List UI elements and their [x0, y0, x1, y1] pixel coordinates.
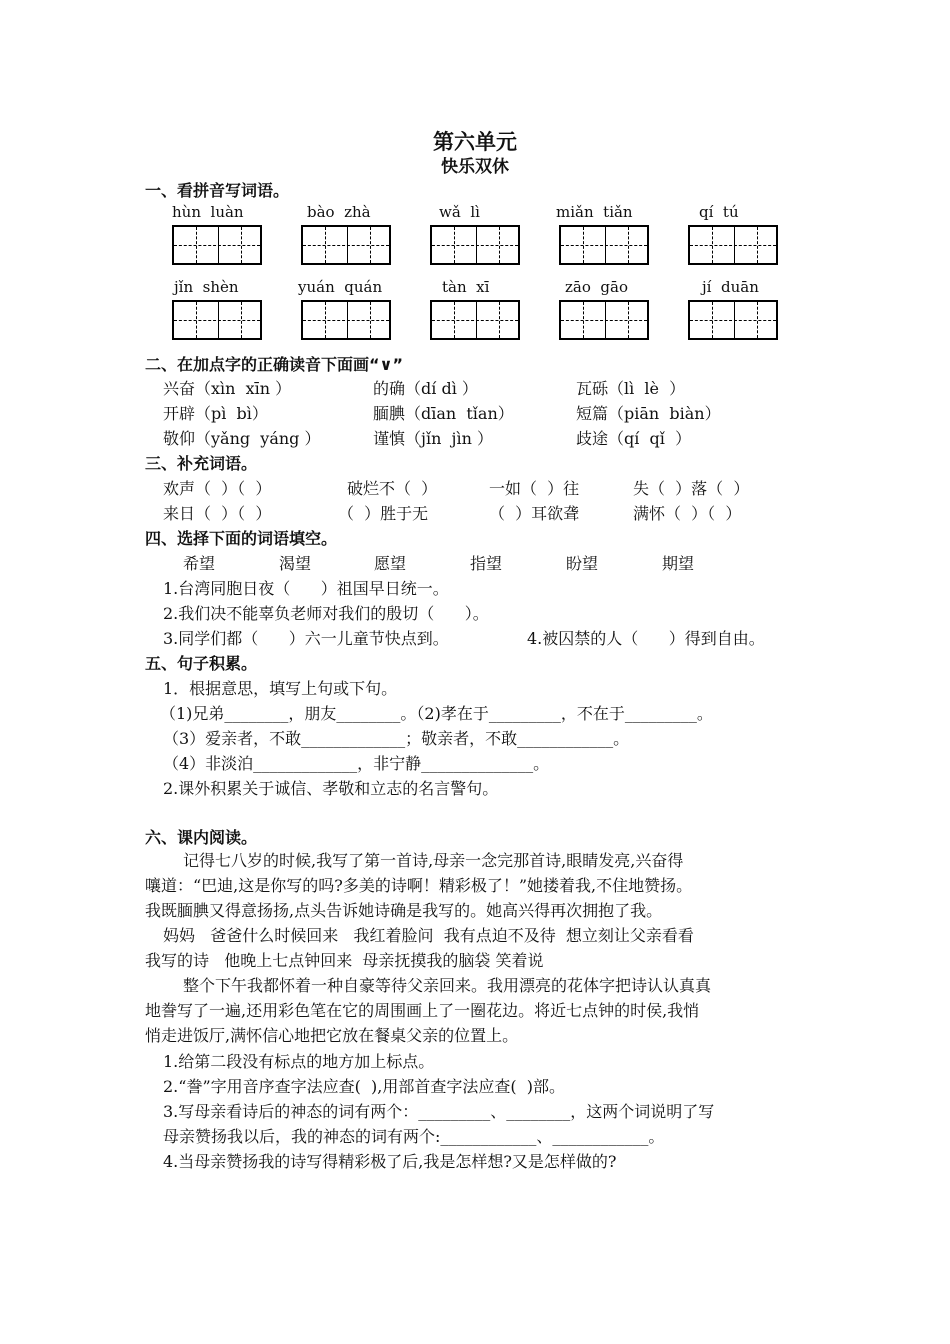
passage-line: 整个下午我都怀着一种自豪等待父亲回来。我用漂亮的花体字把诗认认真真	[183, 976, 712, 995]
pinyin-label: bào zhà	[307, 203, 371, 221]
fill-line: （1)兄弟________，朋友________。（2)孝在于_________，不在于_________。	[160, 704, 713, 723]
pinyin-label: hùn luàn	[172, 203, 244, 221]
question: 1.给第二段没有标点的地方加上标点。	[163, 1052, 435, 1071]
section-5-heading: 五、句子积累。	[145, 654, 258, 673]
writing-grid[interactable]	[301, 225, 391, 265]
pinyin-label: jǐn shèn	[174, 278, 239, 296]
page-subtitle: 快乐双休	[441, 157, 509, 177]
idiom-item: 一如（ ）往	[489, 479, 580, 498]
reading-item: 歧途（qí qǐ ）	[576, 429, 692, 448]
idiom-item: （ ）胜于无	[338, 504, 429, 523]
reading-item: 瓦砾（lì lè ）	[576, 379, 686, 398]
pinyin-label: miǎn tiǎn	[556, 203, 633, 221]
passage-line: 妈妈 爸爸什么时候回来 我红着脸问 我有点迫不及待 想立刻让父亲看看	[163, 926, 694, 945]
writing-grid[interactable]	[172, 225, 262, 265]
reading-item: 谨慎（jǐn jìn ）	[373, 429, 494, 448]
word-option: 希望	[183, 554, 216, 573]
question: 3.写母亲看诗后的神态的词有两个：_________、________，这两个词说明了写	[163, 1102, 715, 1121]
writing-grid[interactable]	[172, 300, 262, 340]
section-3-heading: 三、补充词语。	[145, 454, 258, 473]
writing-grid[interactable]	[688, 225, 778, 265]
passage-line: 记得七八岁的时候,我写了第一首诗,母亲一念完那首诗,眼睛发亮,兴奋得	[183, 851, 684, 870]
fill-line: （4）非淡泊_____________，非宁静______________。	[163, 754, 550, 773]
writing-grid[interactable]	[688, 300, 778, 340]
pinyin-label: qí tú	[699, 203, 739, 221]
question: 1．根据意思，填写上句或下句。	[163, 679, 398, 698]
reading-item: 的确（dí dì ）	[373, 379, 478, 398]
question: 2.我们决不能辜负老师对我们的殷切（ ）。	[163, 604, 489, 623]
pinyin-label: wǎ lì	[439, 203, 480, 221]
section-4-heading: 四、选择下面的词语填空。	[145, 529, 338, 548]
pinyin-label: jí duān	[702, 278, 759, 296]
word-option: 渴望	[279, 554, 312, 573]
word-option: 愿望	[374, 554, 407, 573]
question: 4.当母亲赞扬我的诗写得精彩极了后,我是怎样想?又是怎样做的?	[163, 1152, 617, 1171]
word-option: 指望	[470, 554, 503, 573]
idiom-item: 欢声（ ）（ ）	[163, 479, 272, 498]
idiom-item: 失（ ）落（ ）	[633, 479, 750, 498]
section-2-heading: 二、在加点字的正确读音下面画“∨”	[145, 355, 404, 374]
question: 母亲赞扬我以后，我的神态的词有两个:____________、____________。	[163, 1127, 665, 1146]
idiom-item: 破烂不（ ）	[347, 479, 438, 498]
page-title: 第六单元	[433, 130, 517, 154]
reading-item: 短篇（piān biàn）	[576, 404, 721, 423]
passage-line: 嚷道：“巴迪,这是你写的吗?多美的诗啊！精彩极了！”她搂着我,不住地赞扬。	[145, 876, 693, 895]
passage-line: 我写的诗 他晚上七点钟回来 母亲抚摸我的脑袋 笑着说	[145, 951, 544, 970]
reading-item: 腼腆（dīan tǐan）	[373, 404, 514, 423]
word-option: 期望	[662, 554, 695, 573]
question: 1.台湾同胞日夜（ ）祖国早日统一。	[163, 579, 449, 598]
reading-item: 兴奋（xìn xīn ）	[163, 379, 292, 398]
word-option: 盼望	[566, 554, 599, 573]
writing-grid[interactable]	[559, 300, 649, 340]
passage-line: 我既腼腆又得意扬扬,点头告诉她诗确是我写的。她高兴得再次拥抱了我。	[145, 901, 663, 920]
fill-line: （3）爱亲者，不敢_____________；敬亲者，不敢____________。	[163, 729, 630, 748]
section-6-heading: 六、课内阅读。	[145, 828, 258, 847]
idiom-item: （ ）耳欲聋	[489, 504, 580, 523]
question: 4.被囚禁的人（ ）得到自由。	[527, 629, 765, 648]
reading-item: 敬仰（yǎng yáng ）	[163, 429, 321, 448]
pinyin-label: yuán quán	[298, 278, 383, 296]
writing-grid[interactable]	[430, 225, 520, 265]
writing-grid[interactable]	[301, 300, 391, 340]
question: 2.“誊”字用音序查字法应查( ),用部首查字法应查( )部。	[163, 1077, 566, 1096]
question: 3.同学们都（ ）六一儿童节快点到。	[163, 629, 449, 648]
writing-grid[interactable]	[430, 300, 520, 340]
reading-item: 开辟（pì bì）	[163, 404, 268, 423]
question: 2.课外积累关于诚信、孝敬和立志的名言警句。	[163, 779, 499, 798]
writing-grid[interactable]	[559, 225, 649, 265]
idiom-item: 来日（ ）（ ）	[163, 504, 272, 523]
idiom-item: 满怀（ ）（ ）	[633, 504, 742, 523]
section-1-heading: 一、看拼音写词语。	[145, 181, 290, 200]
pinyin-label: zāo gāo	[565, 278, 628, 296]
passage-line: 地誊写了一遍,还用彩色笔在它的周围画上了一圈花边。将近七点钟的时侯,我悄	[145, 1001, 700, 1020]
pinyin-label: tàn xī	[442, 278, 490, 296]
passage-line: 悄走进饭厅,满怀信心地把它放在餐桌父亲的位置上。	[145, 1026, 519, 1045]
